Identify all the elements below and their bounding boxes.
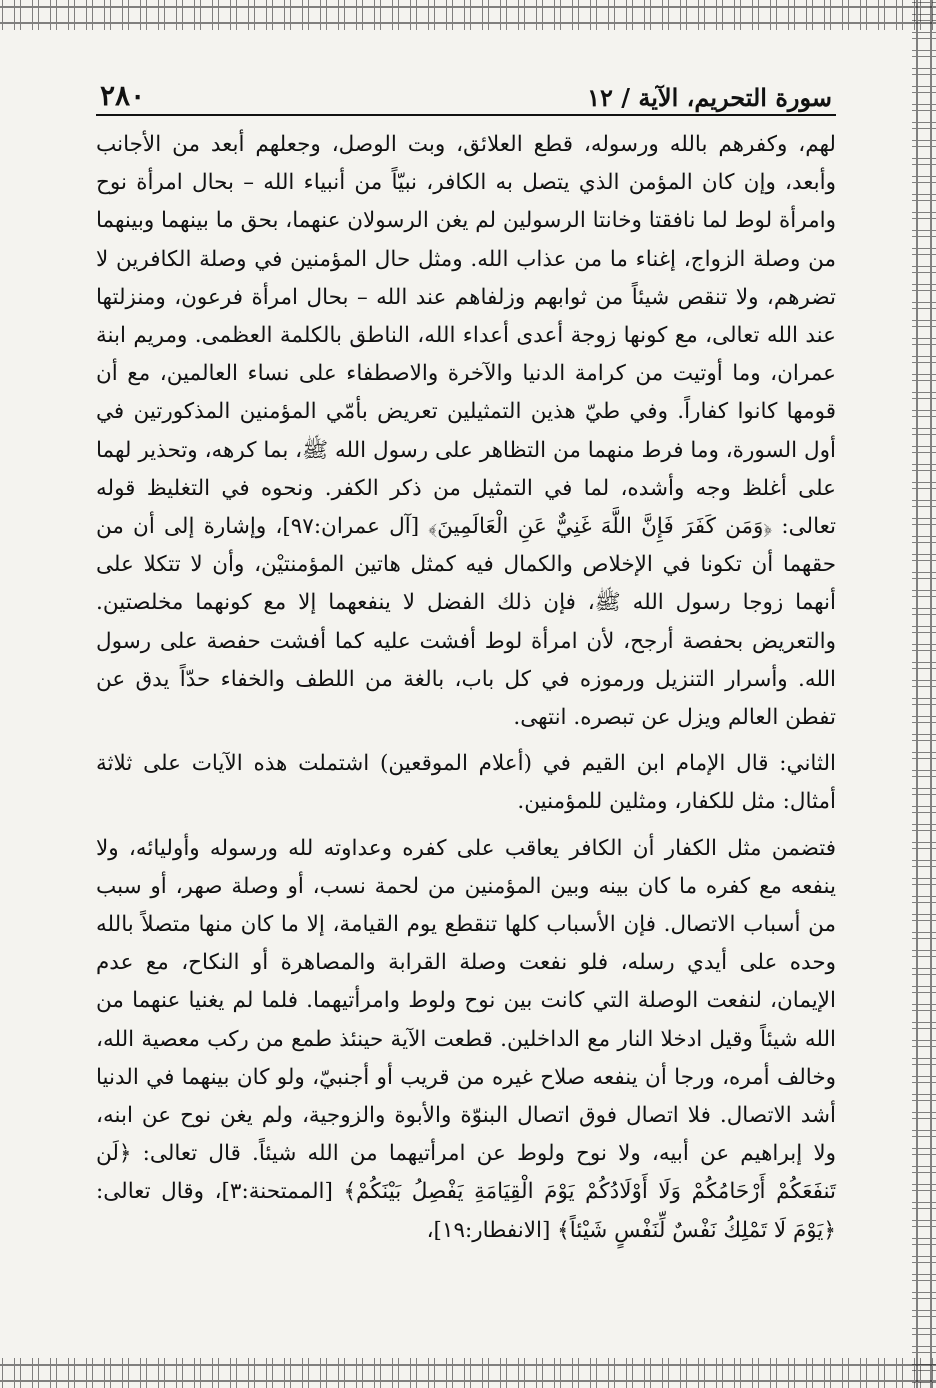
border-bottom-ornament — [0, 1358, 936, 1388]
page-number: ٢٨٠ — [100, 79, 146, 112]
body-text — [96, 126, 836, 1250]
running-title: سورة التحريم، الآية / ١٢ — [587, 83, 832, 112]
paragraph-kafir-parable: فتضمن مثل الكفار أن الكافر يعاقب على كفره وعداوته لله ورسوله وأوليائه، ولا ينفعه مع كفره ما كان بينه وبين المؤمنين من لحمة نسب، أو وصلة صهر، أو سبب من أسباب الاتصال. فإن الأسباب كلها تنقطع يوم القيامة، إلا ما كان منها متصلاً بالله وحده على أيدي رسله، فلو نفعت وصلة القرابة والمصاهرة أو النكاح، مع عدم الإيمان، لنفعت الوصلة التي كانت بين نوح ولوط وامرأتيهما. فلما لم يغنيا عنهما من الله شيئاً وقيل ادخلا النار مع الداخلين. قطعت الآية حينئذ طمع من ركب معصية الله، وخالف أمره، ورجا أن ينفعه صلاح غيره من قريب أو أجنبيّ، ولو كان بينهما في الدنيا أشد الاتصال. فلا اتصال فوق اتصال البنوّة والأبوة والزوجية، ولم يغن نوح عن ابنه، ولا إبراهيم عن أبيه، ولا نوح ولوط عن امرأتيهما من الله شيئاً. قال تعالى: ﴿لَن تَنفَعَكُمْ أَرْحَامُكُمْ وَلَا أَوْلَادُكُمْ يَوْمَ الْقِيَامَةِ يَفْصِلُ بَيْنَكُمْ﴾ [الممتحنة:٣]، وقال تعالى: ﴿يَوْمَ لَا تَمْلِكُ نَفْسٌ لِّنَفْسٍ شَيْئاً﴾ [الانفطار:١٩]، — [96, 835, 836, 1243]
paragraph-commentary: لهم، وكفرهم بالله ورسوله، قطع العلائق، وبت الوصل، وجعلهم أبعد من الأجانب وأبعد، وإن كان المؤمن الذي يتصل به الكافر، نبيّاً من أنبياء الله – بحال امرأة نوح وامرأة لوط لما نافقتا وخانتا الرسولين لم يغن الرسولان عنهما، بحق ما بينهما وبينهما من وصلة الزواج، إغناء ما من عذاب الله. ومثل حال المؤمنين في وصلة الكافرين لا تضرهم، ولا تنقص شيئاً من ثوابهم وزلفاهم عند الله – بحال امرأة فرعون، ومنزلتها عند الله تعالى، مع كونها زوجة أعدى أعداء الله، الناطق بالكلمة العظمى. ومريم ابنة عمران، وما أوتيت من كرامة الدنيا والآخرة والاصطفاء على نساء العالمين، مع أن قومها كانوا كفاراً. وفي طيّ هذين التمثيلين تعريض بأمّي المؤمنين المذكورتين في أول السورة، وما فرط منهما من التظاهر على رسول الله ﷺ، بما كرهه، وتحذير لهما على أغلظ وجه وأشده، لما في التمثيل من ذكر الكفر. ونحوه في التغليظ قوله تعالى: ﴿وَمَن كَفَرَ فَإِنَّ اللَّهَ غَنِيٌّ عَنِ الْعَالَمِينَ﴾ [آل عمران:٩٧]، وإشارة إلى أن من حقهما أن تكونا في الإخلاص والكمال فيه كمثل هاتين المؤمنتيْن، وأن لا تتكلا على أنهما زوجا رسول الله ﷺ، فإن ذلك الفضل لا ينفعهما إلا مع كونهما مخلصتين. والتعريض بحفصة أرجح، لأن امرأة لوط أفشت عليه كما أفشت حفصة على رسول الله. وأسرار التنزيل ورموزه في كل باب، بالغة من اللطف والخفاء حدّاً يدق عن تفطن العالم ويزل عن تبصره. انتهى. — [95, 132, 836, 731]
border-top-ornament — [0, 0, 936, 30]
page-header — [96, 70, 836, 116]
paragraph-second-point: الثاني: قال الإمام ابن القيم في (أعلام الموقعين) اشتملت هذه الآيات على ثلاثة أمثال: مثل للكفار، ومثلين للمؤمنين. — [96, 751, 836, 815]
book-page — [96, 70, 836, 1350]
border-right-ornament — [912, 0, 936, 1388]
